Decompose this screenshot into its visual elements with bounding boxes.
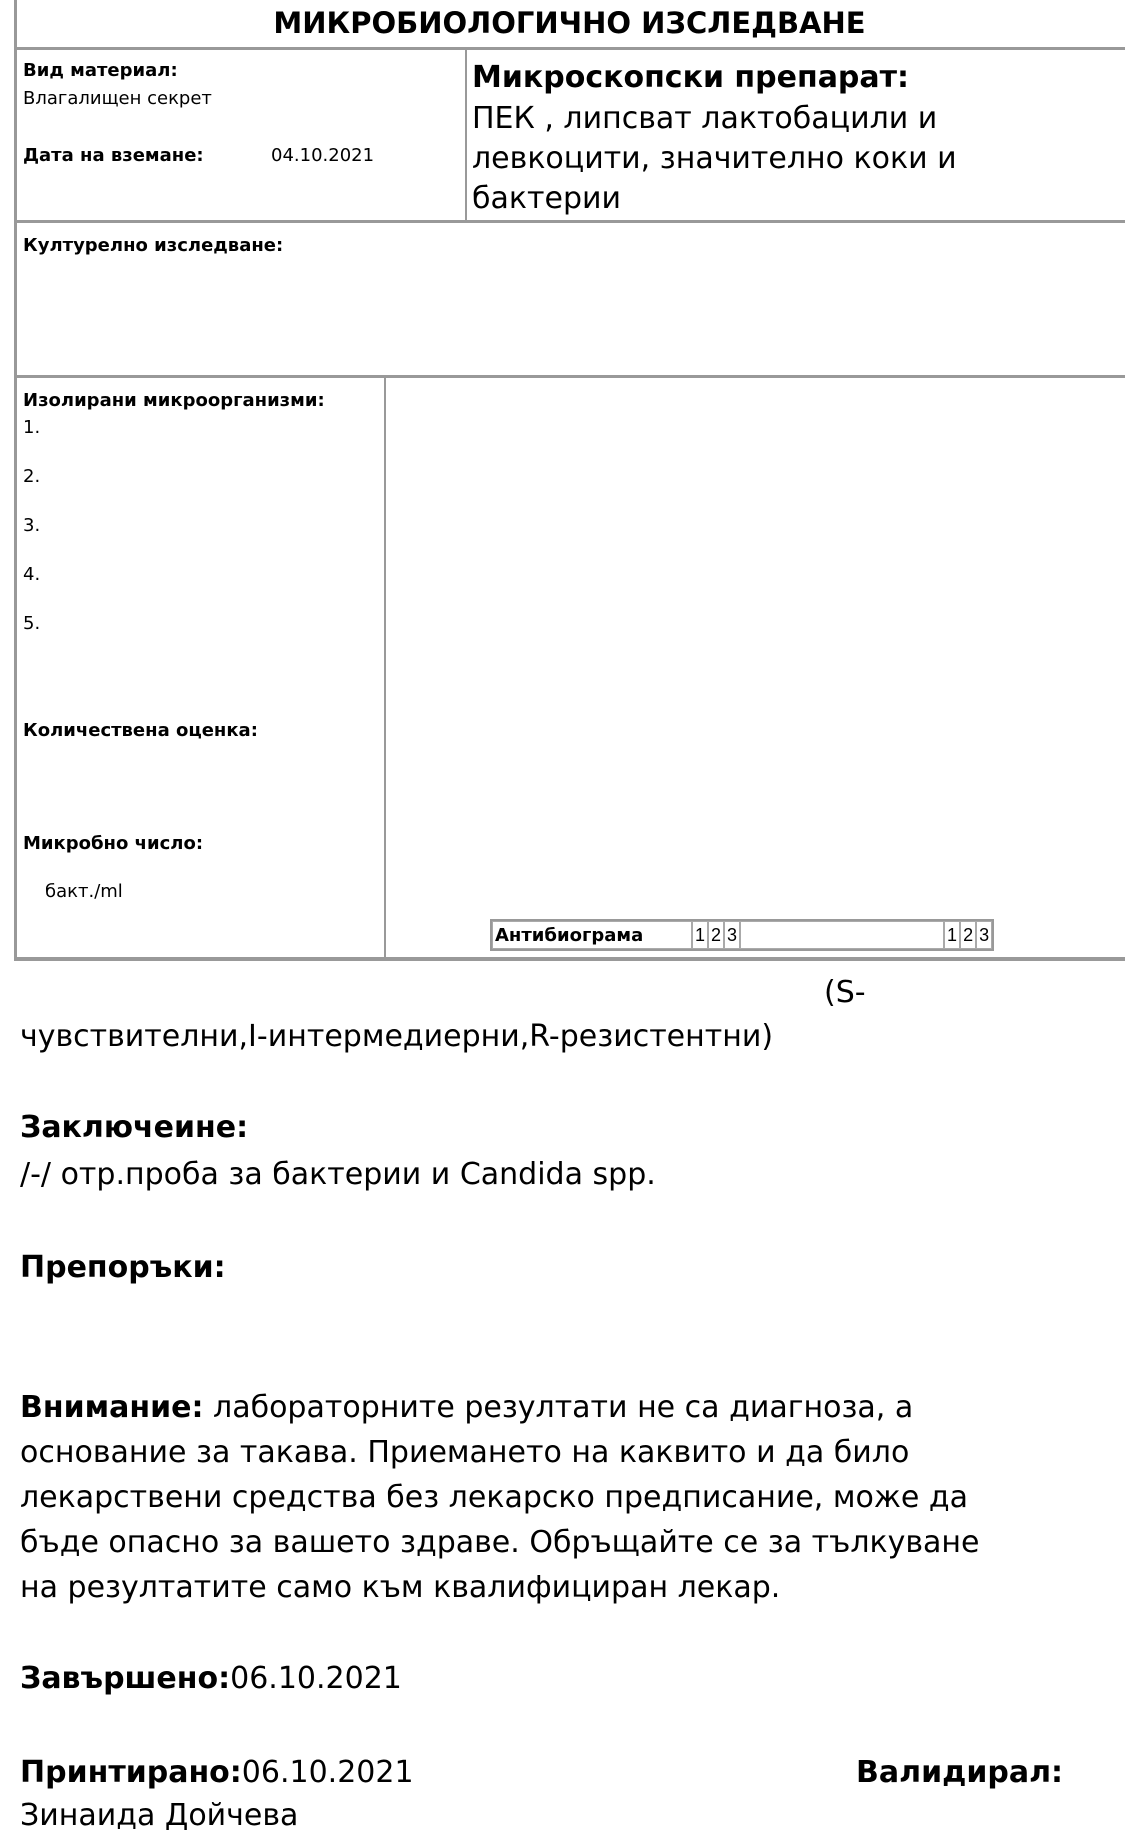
row3-divider [14,375,1125,378]
isolated-item: 4. [23,564,41,585]
antibiogram-table [490,919,994,951]
material-label: Вид материал: [23,60,178,81]
validated-label: Валидирал: [856,1755,1064,1790]
isolated-item: 3. [23,515,41,536]
legend-line-1: (S- [824,975,866,1010]
page-title: МИКРОБИОЛОГИЧНО ИЗСЛЕДВАНЕ [273,6,866,40]
row2-divider [14,220,1125,223]
culture-label: Културелно изследване: [23,235,284,256]
antibiogram-spacer [740,921,944,949]
microscopy-line-1: ПЕК , липсват лактобацили и [472,101,938,136]
printed-date: 06.10.2021 [241,1755,414,1790]
warning-line: лекарствени средства без лекарско предписание, може да [20,1480,968,1515]
isolated-item: 2. [23,466,41,487]
completed-date: 06.10.2021 [230,1661,402,1696]
row2-split [465,48,467,221]
isolated-item: 1. [23,417,41,438]
antibiogram-col: 2 [708,921,724,949]
table-left-border [14,0,17,961]
microscopy-line-3: бактерии [472,181,621,216]
conclusion-label: Заключеине: [20,1110,249,1145]
isolated-item: 5. [23,613,41,634]
antibiogram-col: 3 [724,921,740,949]
isolated-label: Изолирани микроорганизми: [23,390,325,411]
completed [20,1659,402,1699]
microscopy-label: Микроскопски препарат: [472,60,910,95]
title-divider [14,47,1125,50]
warning-line: основание за такава. Приемането на каквито и да било [20,1435,910,1470]
sample-date-label: Дата на вземане: [23,145,204,166]
antibiogram-col: 1 [692,921,708,949]
antibiogram-label: Антибиограма [492,921,692,949]
antibiogram-col: 3 [976,921,992,949]
microbial-count-label: Микробно число: [23,833,204,854]
completed-label: Завършено: [20,1661,231,1696]
warning-line: бъде опасно за вашето здраве. Обръщайте се за тълкуване [20,1525,980,1560]
conclusion-text: /-/ отр.проба за бактерии и Candida spp. [20,1157,656,1192]
printed-label: Принтирано: [20,1755,242,1790]
sample-date-value: 04.10.2021 [271,145,375,166]
warning-label: Внимание: [20,1390,204,1425]
legend-line-2: чувствителни,I-интермедиерни,R-резистентни) [20,1019,774,1054]
validated-name: Зинаида Дойчева [20,1798,299,1833]
warning-line: на резултатите само към квалифициран лекар. [20,1570,781,1605]
table-bottom-border [14,957,1125,961]
warning-line: лабораторните резултати не са диагноза, а [203,1390,914,1425]
printed [20,1753,414,1793]
recommendations-label: Препоръки: [20,1250,226,1285]
quantitative-label: Количествена оценка: [23,720,258,741]
row4-split [384,377,386,958]
warning-paragraph [20,1385,1125,1610]
antibiogram-col: 1 [944,921,960,949]
microscopy-line-2: левкоцити, значително коки и [472,141,957,176]
material-value: Влагалищен секрет [23,88,212,109]
antibiogram-col: 2 [960,921,976,949]
microbial-count-unit: бакт./ml [45,881,123,902]
